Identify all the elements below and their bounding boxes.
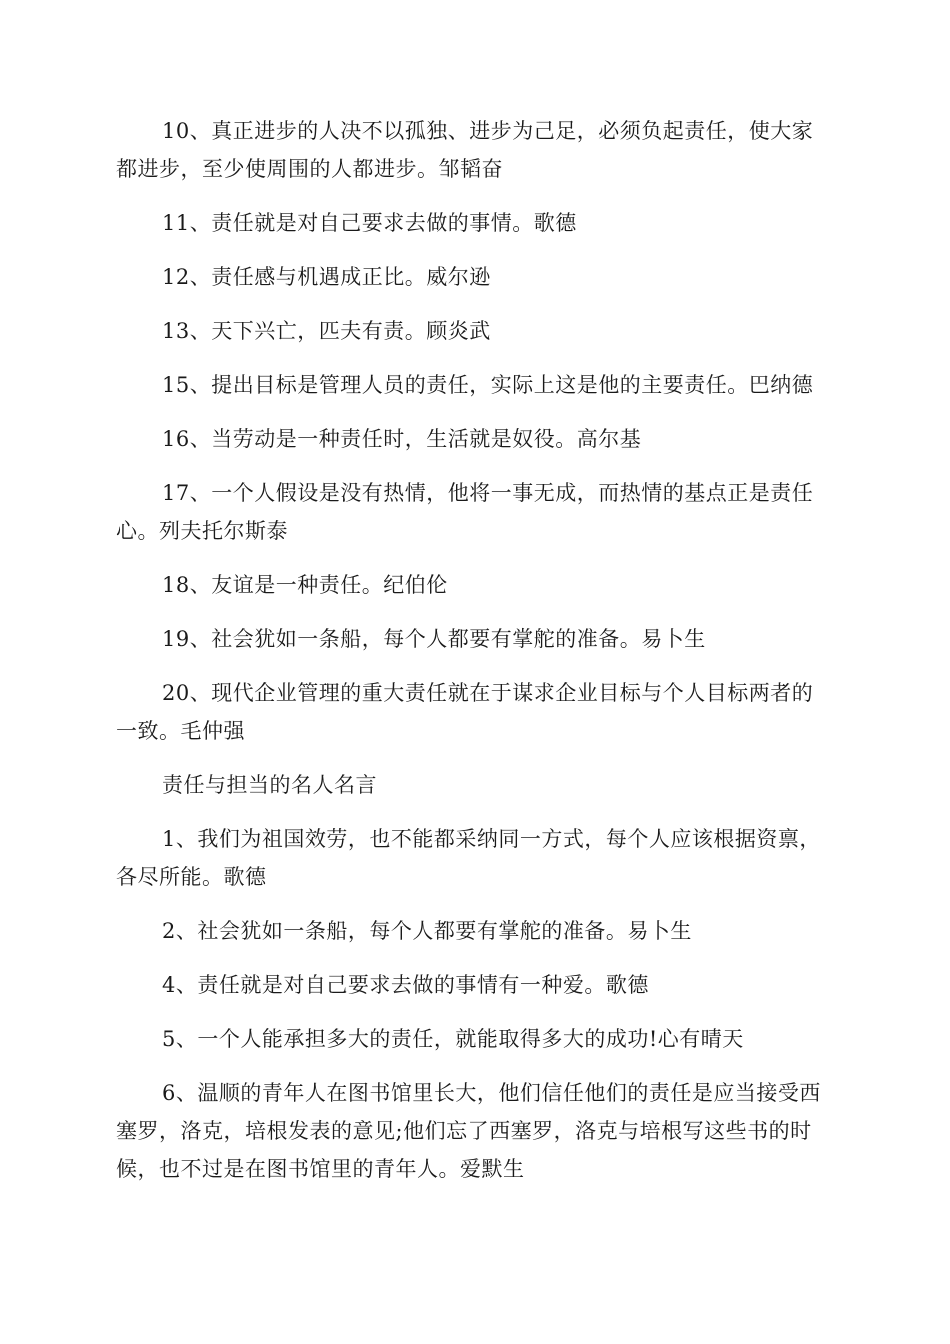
quote-6: 6、温顺的青年人在图书馆里长大，他们信任他们的责任是应当接受西塞罗，洛克，培根发表的意见;他们忘了西塞罗，洛克与培根写这些书的时候，也不过是在图书馆里的青年人。爱默生	[116, 1081, 821, 1181]
quote-1: 1、我们为祖国效劳，也不能都采纳同一方式，每个人应该根据资禀，各尽所能。歌德	[116, 827, 821, 889]
quote-13: 13、天下兴亡，匹夫有责。顾炎武	[162, 319, 491, 343]
quote-15: 15、提出目标是管理人员的责任，实际上这是他的主要责任。巴纳德	[162, 373, 814, 397]
section-heading: 责任与担当的名人名言	[162, 773, 377, 797]
quote-18: 18、友谊是一种责任。纪伯伦	[162, 573, 448, 597]
quote-19: 19、社会犹如一条船，每个人都要有掌舵的准备。易卜生	[162, 627, 706, 651]
quote-20: 20、现代企业管理的重大责任就在于谋求企业目标与个人目标两者的一致。毛仲强	[116, 681, 814, 743]
quote-10: 10、真正进步的人决不以孤独、进步为己足，必须负起责任，使大家都进步，至少使周围的人都进步。邹韬奋	[116, 119, 814, 181]
quote-4: 4、责任就是对自己要求去做的事情有一种爱。歌德	[162, 973, 649, 997]
quote-2: 2、社会犹如一条船，每个人都要有掌舵的准备。易卜生	[162, 919, 692, 943]
quote-16: 16、当劳动是一种责任时，生活就是奴役。高尔基	[162, 427, 642, 451]
quote-17: 17、一个人假设是没有热情，他将一事无成，而热情的基点正是责任心。列夫托尔斯泰	[116, 481, 814, 543]
quote-11: 11、责任就是对自己要求去做的事情。歌德	[162, 211, 577, 235]
quote-12: 12、责任感与机遇成正比。威尔逊	[162, 265, 491, 289]
quote-5: 5、一个人能承担多大的责任，就能取得多大的成功!心有晴天	[162, 1027, 744, 1051]
